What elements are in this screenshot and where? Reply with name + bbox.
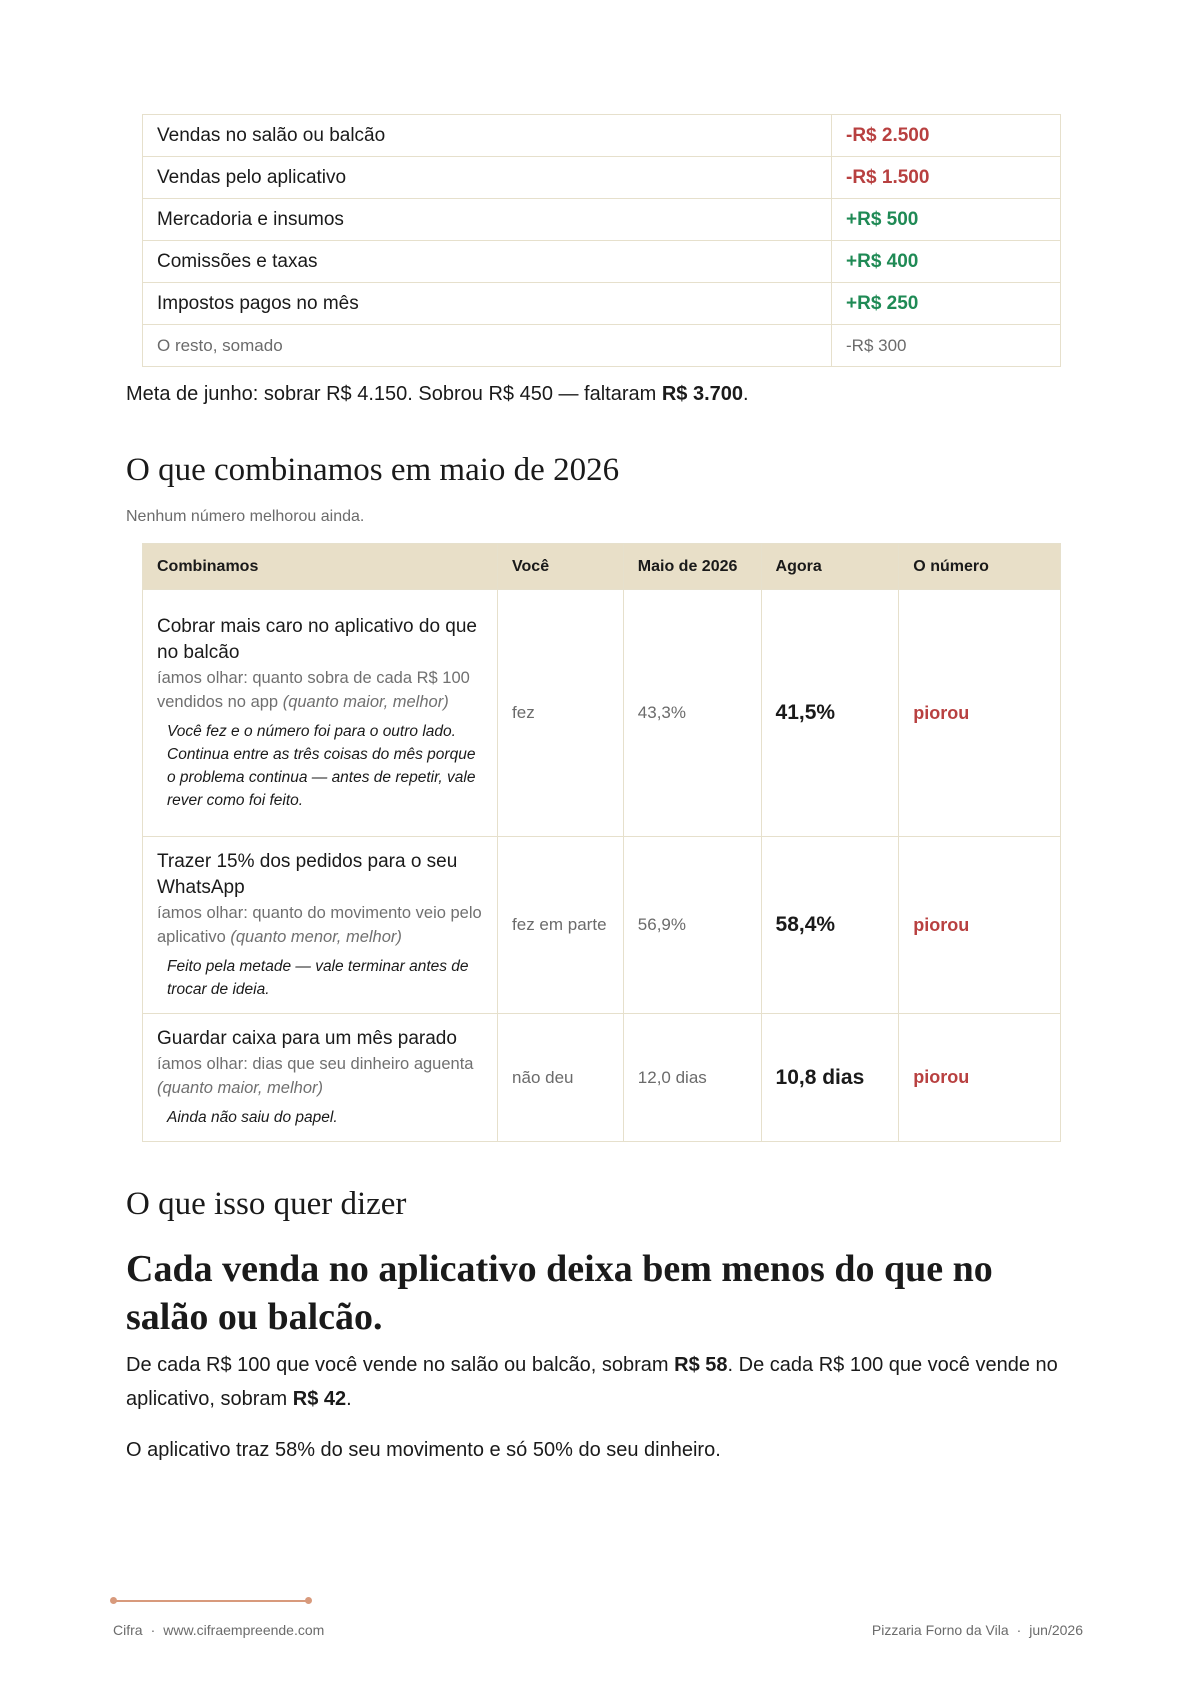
status-cell: piorou	[899, 837, 1061, 1014]
agreement-metric	[157, 666, 483, 714]
you-cell: fez em parte	[498, 837, 624, 1014]
column-header: Combinamos	[143, 544, 498, 590]
table-row	[143, 283, 1061, 325]
footer-divider	[113, 1600, 309, 1602]
change-value: +R$ 500	[832, 199, 1061, 241]
meaning-paragraph	[126, 1348, 1076, 1416]
agreement-title: Cobrar mais caro no aplicativo do que no balcão	[157, 616, 478, 663]
goal-shortfall: R$ 3.700	[661, 383, 744, 405]
may-cell: 12,0 dias	[623, 1014, 761, 1142]
change-value: -R$ 1.500	[832, 157, 1061, 199]
table-row	[143, 199, 1061, 241]
meaning-headline: Cada venda no aplicativo deixa bem menos do que no salão ou balcão.	[126, 1248, 993, 1338]
now-cell: 58,4%	[761, 837, 899, 1014]
footer-divider-dot	[305, 1597, 312, 1604]
now-cell: 41,5%	[761, 590, 899, 837]
metric-hint: (quanto maior, melhor)	[282, 693, 449, 711]
status-cell: piorou	[899, 1014, 1061, 1142]
column-header: Maio de 2026	[623, 544, 761, 590]
may-cell: 56,9%	[623, 837, 761, 1014]
column-header: Você	[498, 544, 624, 590]
change-value: -R$ 2.500	[832, 115, 1061, 157]
change-value: -R$ 300	[832, 325, 1061, 367]
agreement-cell	[143, 590, 498, 837]
para-text: . De cada R$ 100 que você vende no aplicativo, sobram	[126, 1354, 1058, 1410]
agreement-comment: Ainda não saiu do papel.	[167, 1109, 338, 1126]
change-label: Vendas pelo aplicativo	[143, 157, 832, 199]
table-row	[143, 590, 1061, 837]
now-cell: 10,8 dias	[761, 1014, 899, 1142]
para-bold: R$ 42	[292, 1388, 347, 1410]
change-label: Mercadoria e insumos	[143, 199, 832, 241]
para-text: .	[346, 1388, 352, 1410]
you-cell: fez	[498, 590, 624, 837]
agreement-cell	[143, 837, 498, 1014]
table-row	[143, 115, 1061, 157]
column-header: O número	[899, 544, 1061, 590]
table-row	[143, 325, 1061, 367]
table-row	[143, 157, 1061, 199]
agreements-note: Nenhum número melhorou ainda.	[126, 508, 365, 525]
may-cell: 43,3%	[623, 590, 761, 837]
agreement-cell	[143, 1014, 498, 1142]
table-header-row	[143, 544, 1061, 590]
client-name: Pizzaria Forno da Vila	[871, 1622, 1009, 1638]
goal-summary	[126, 383, 749, 406]
agreement-title: Guardar caixa para um mês parado	[157, 1028, 457, 1049]
footer-separator: ·	[1016, 1622, 1022, 1638]
change-label: Comissões e taxas	[143, 241, 832, 283]
footer-client	[872, 1622, 1083, 1638]
para-text: De cada R$ 100 que você vende no salão ou balcão, sobram	[126, 1354, 675, 1376]
change-value: +R$ 250	[832, 283, 1061, 325]
brand-site: www.cifraempreende.com	[163, 1622, 325, 1638]
agreement-metric	[157, 1052, 483, 1100]
metric-hint: (quanto maior, melhor)	[157, 1079, 323, 1097]
table-row	[143, 1014, 1061, 1142]
agreement-comment: Você fez e o número foi para o outro lado. Continua entre as três coisas do mês porque o problema continua — antes de repetir, vale rever como foi feito.	[167, 723, 476, 809]
footer-separator: ·	[150, 1622, 156, 1638]
column-header: Agora	[761, 544, 899, 590]
report-period: jun/2026	[1029, 1622, 1083, 1638]
change-label: O resto, somado	[143, 325, 832, 367]
metric-hint: (quanto menor, melhor)	[230, 928, 402, 946]
agreements-table	[142, 543, 1061, 1142]
you-cell: não deu	[498, 1014, 624, 1142]
metric-text: íamos olhar: quanto do movimento veio pelo aplicativo	[157, 904, 482, 946]
table-row	[143, 241, 1061, 283]
change-label: Vendas no salão ou balcão	[143, 115, 832, 157]
status-cell: piorou	[899, 590, 1061, 837]
metric-text: íamos olhar: dias que seu dinheiro aguenta	[157, 1055, 474, 1073]
footer-divider-dot	[110, 1597, 117, 1604]
footer-brand	[113, 1622, 324, 1638]
agreement-metric	[157, 901, 483, 949]
meaning-paragraph-2: O aplicativo traz 58% do seu movimento e só 50% do seu dinheiro.	[126, 1439, 721, 1461]
meaning-title: O que isso quer dizer	[126, 1186, 407, 1222]
table-row	[143, 837, 1061, 1014]
change-value: +R$ 400	[832, 241, 1061, 283]
para-bold: R$ 58	[674, 1354, 728, 1376]
agreement-title: Trazer 15% dos pedidos para o seu WhatsApp	[157, 851, 458, 898]
metric-text: íamos olhar: quanto sobra de cada R$ 100 vendidos no app	[157, 669, 470, 711]
goal-end: .	[743, 383, 749, 405]
brand-name: Cifra	[113, 1622, 143, 1638]
agreement-comment: Feito pela metade — vale terminar antes de trocar de ideia.	[167, 958, 469, 998]
agreements-title: O que combinamos em maio de 2026	[126, 452, 620, 488]
goal-text: Meta de junho: sobrar R$ 4.150. Sobrou R$ 450 — faltaram	[126, 383, 662, 405]
monthly-changes-table	[142, 114, 1061, 367]
change-label: Impostos pagos no mês	[143, 283, 832, 325]
